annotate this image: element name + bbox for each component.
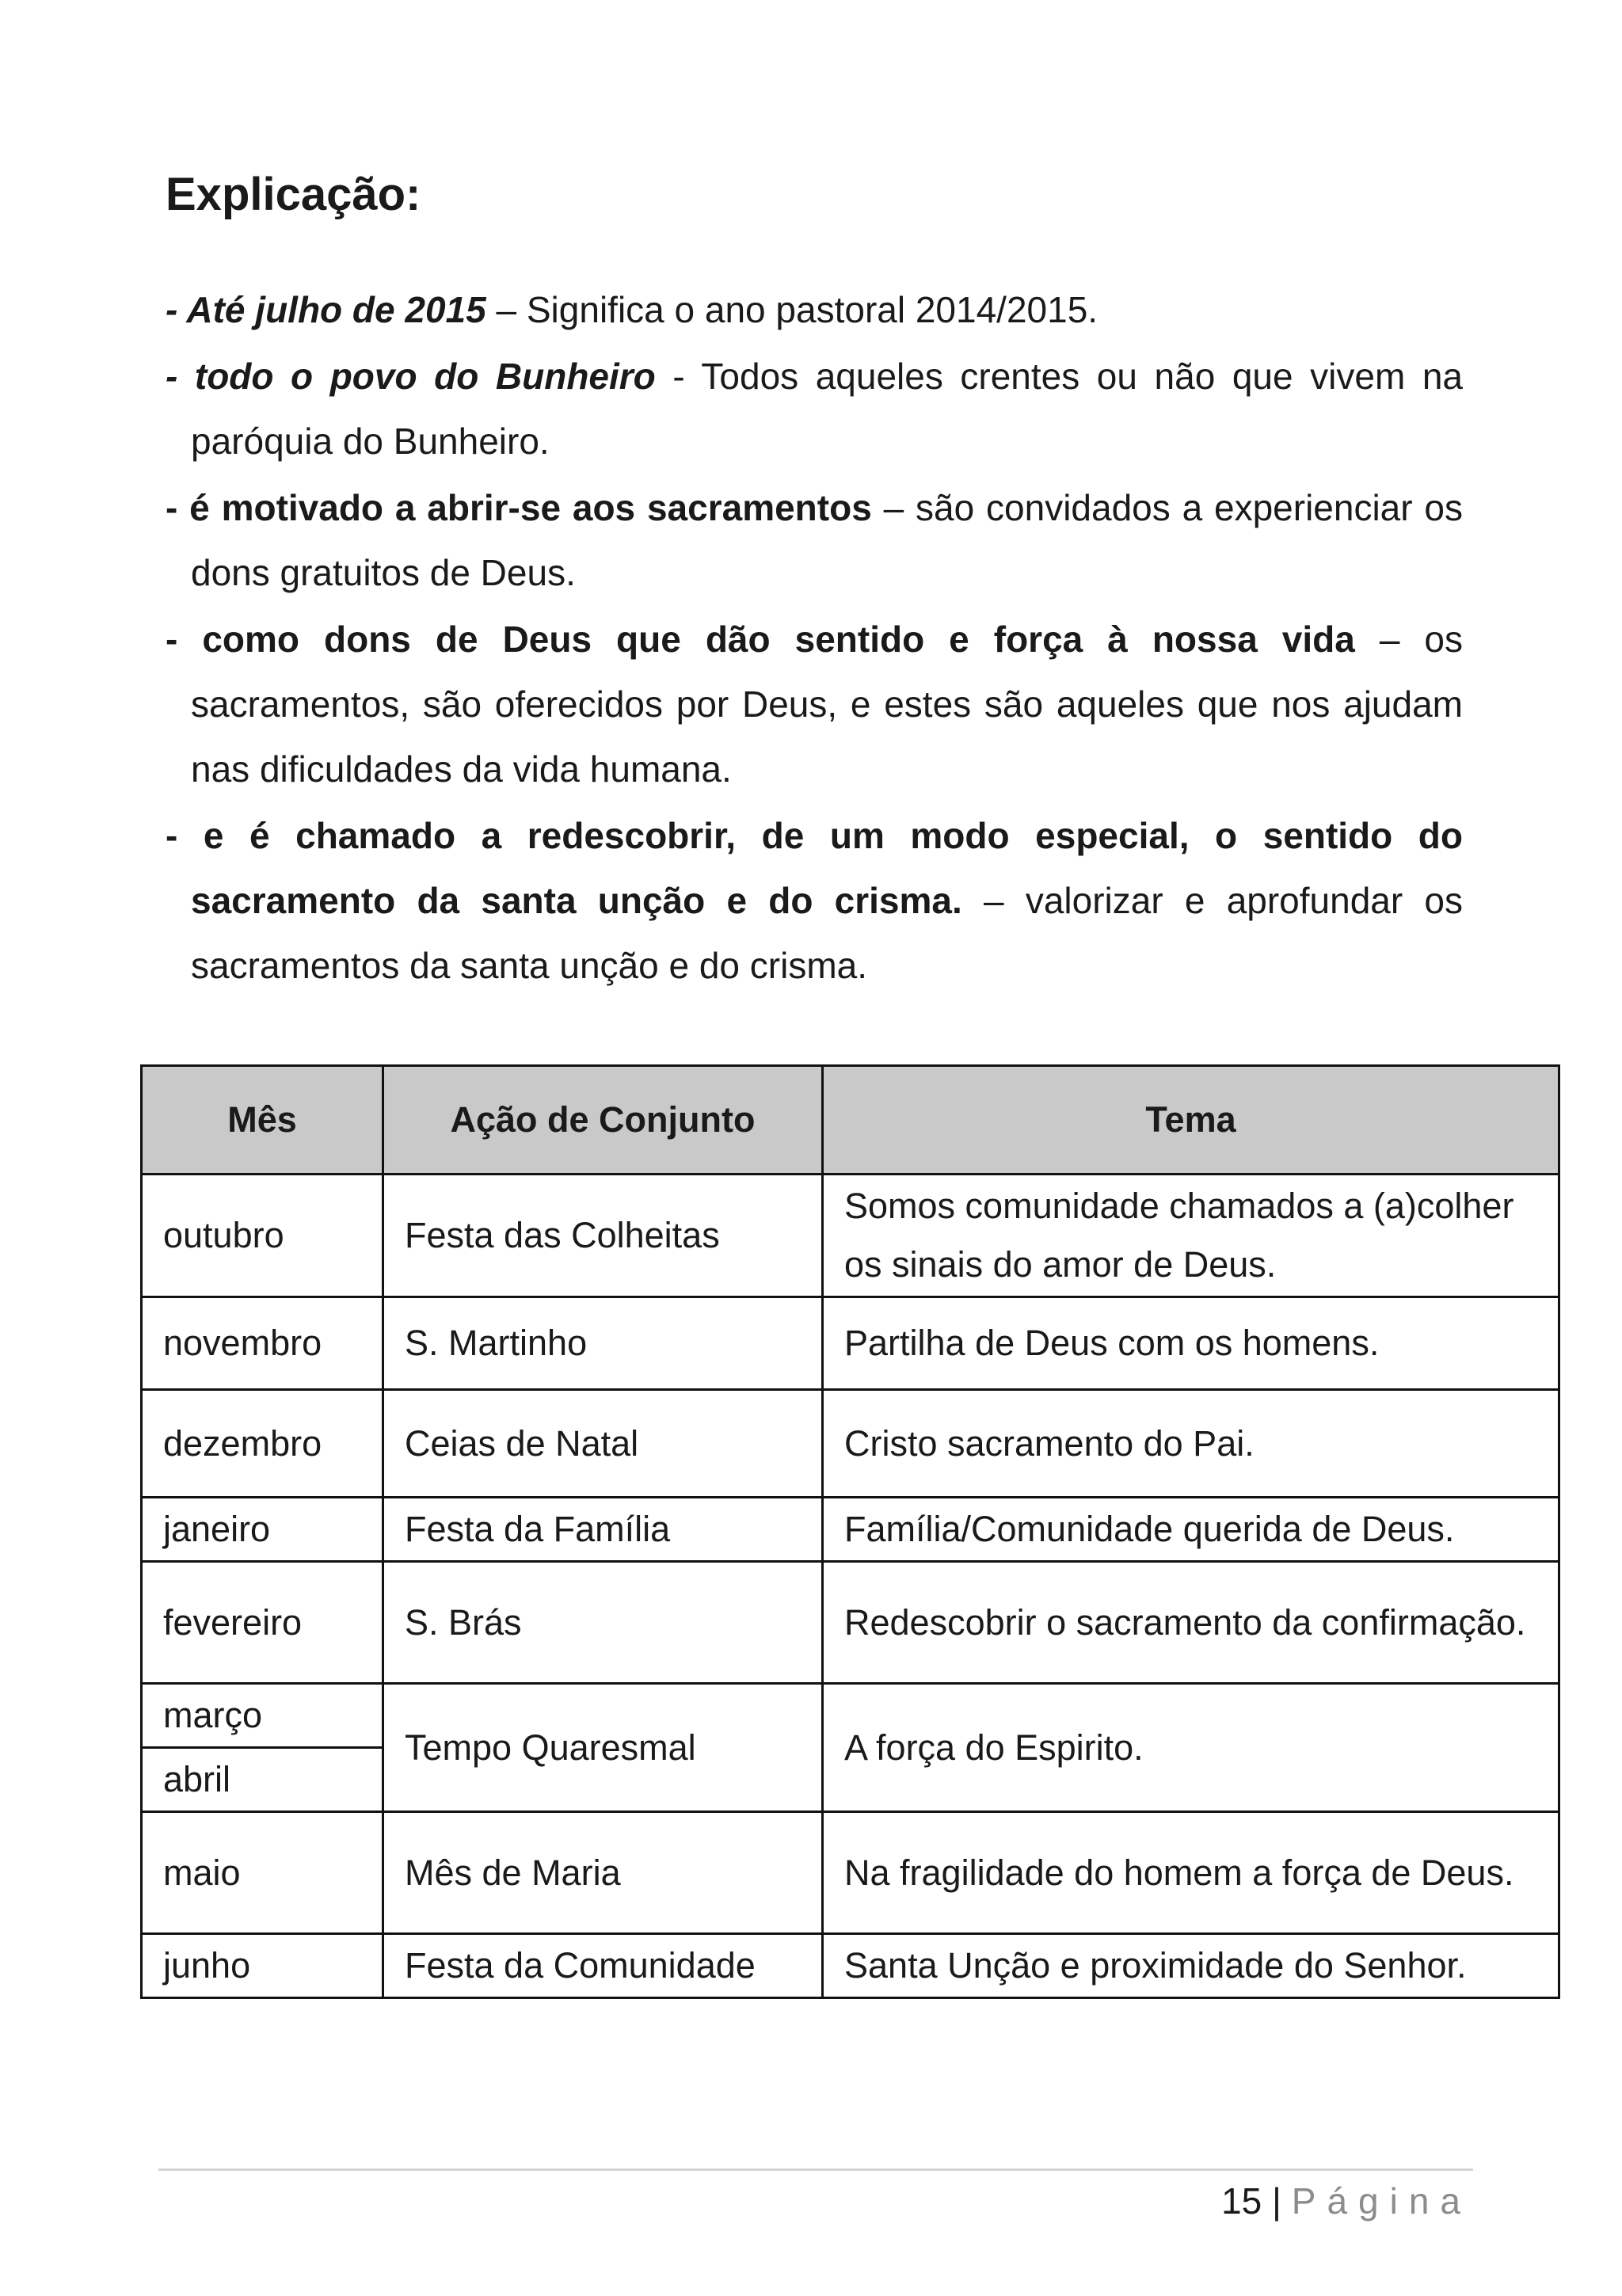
item-key: - todo o povo do Bunheiro — [166, 356, 656, 397]
item-key: - como dons de Deus que dão sentido e força à nossa vida — [166, 619, 1355, 660]
table-row — [142, 1297, 1559, 1390]
table-row — [142, 1175, 1559, 1297]
cell-mes: abril — [142, 1748, 383, 1812]
cell-mes: maio — [142, 1812, 383, 1934]
cell-mes: março — [142, 1684, 383, 1748]
header-mes: Mês — [142, 1066, 383, 1175]
explanation-item — [166, 803, 1463, 998]
cell-acao: S. Brás — [383, 1562, 823, 1684]
page-number: 15 — [1221, 2180, 1262, 2222]
table-row — [142, 1390, 1559, 1498]
cell-acao: Festa da Família — [383, 1498, 823, 1562]
table-row — [142, 1684, 1559, 1748]
cell-mes: outubro — [142, 1175, 383, 1297]
cell-acao: S. Martinho — [383, 1297, 823, 1390]
footer-separator: | — [1272, 2180, 1281, 2222]
cell-acao: Festa da Comunidade — [383, 1934, 823, 1998]
cell-tema: Cristo sacramento do Pai. — [823, 1390, 1559, 1498]
cell-tema: Família/Comunidade querida de Deus. — [823, 1498, 1559, 1562]
header-acao: Ação de Conjunto — [383, 1066, 823, 1175]
cell-tema: Na fragilidade do homem a força de Deus. — [823, 1812, 1559, 1934]
page-footer — [1221, 2180, 1472, 2222]
header-tema: Tema — [823, 1066, 1559, 1175]
table-row — [142, 1562, 1559, 1684]
explanation-item — [166, 344, 1463, 474]
table-row — [142, 1934, 1559, 1998]
cell-acao: Mês de Maria — [383, 1812, 823, 1934]
item-text: - Todos aqueles crentes ou não que vivem na paróquia do Bunheiro. — [191, 356, 1464, 462]
explanation-list — [166, 277, 1463, 998]
cell-acao: Festa das Colheitas — [383, 1175, 823, 1297]
cell-tema: Santa Unção e proximidade do Senhor. — [823, 1934, 1559, 1998]
item-key: - Até julho de 2015 — [166, 289, 486, 330]
cell-tema: Somos comunidade chamados a (a)colher os sinais do amor de Deus. — [823, 1175, 1559, 1297]
footer-divider — [158, 2168, 1473, 2171]
activity-table — [140, 1064, 1560, 1999]
cell-acao: Tempo Quaresmal — [383, 1684, 823, 1812]
cell-mes: janeiro — [142, 1498, 383, 1562]
cell-mes: fevereiro — [142, 1562, 383, 1684]
item-text: – valorizar e aprofundar os sacramentos da santa unção e do crisma. — [191, 880, 1463, 986]
cell-mes: dezembro — [142, 1390, 383, 1498]
table-header-row — [142, 1066, 1559, 1175]
explanation-item — [166, 475, 1463, 605]
cell-mes: junho — [142, 1934, 383, 1998]
explanation-item — [166, 277, 1463, 342]
explanation-item — [166, 607, 1463, 802]
item-key: - é motivado a abrir-se aos sacramentos — [166, 487, 872, 528]
cell-acao: Ceias de Natal — [383, 1390, 823, 1498]
section-heading: Explicação: — [166, 169, 421, 220]
item-text: – os sacramentos, são oferecidos por Deus, e estes são aqueles que nos ajudam nas dificuldades da vida humana. — [191, 619, 1463, 790]
cell-tema: Redescobrir o sacramento da confirmação. — [823, 1562, 1559, 1684]
cell-tema: A força do Espirito. — [823, 1684, 1559, 1812]
item-text: – Significa o ano pastoral 2014/2015. — [485, 289, 1098, 330]
item-key: - e é chamado a redescobrir, de um modo especial, o sentido do sacramento da santa unção e do crisma. — [166, 815, 1463, 921]
page-label: Página — [1291, 2180, 1472, 2222]
cell-tema: Partilha de Deus com os homens. — [823, 1297, 1559, 1390]
table-row — [142, 1498, 1559, 1562]
item-text: – são convidados a experienciar os dons gratuitos de Deus. — [191, 487, 1463, 593]
table-row — [142, 1812, 1559, 1934]
cell-mes: novembro — [142, 1297, 383, 1390]
